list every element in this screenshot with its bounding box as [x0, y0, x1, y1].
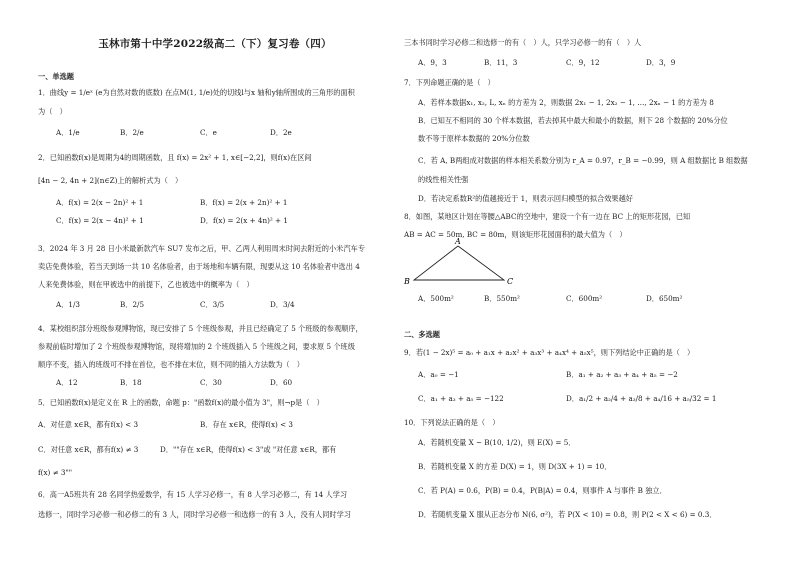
q7-option-b-cont: 数不等于原样本数据的 20%分位数 — [418, 134, 530, 143]
triangle-abc — [414, 246, 504, 280]
page-title: 玉林市第十中学2022级高二（下）复习卷（四） — [98, 38, 332, 50]
vertex-c-label: C — [507, 277, 514, 286]
q6-option-a: A．9，3 — [418, 58, 447, 67]
q1-option-d: D．2e — [270, 128, 292, 137]
q5-option-d: D．""存在 x∈R，使得f(x) < 3"或 "对任意 x∈R，都有 — [160, 445, 337, 454]
q7-option-a: A．若样本数据x₁, x₂, L, xₙ 的方差为 2，则数据 2x₁ − 1, 2x₂ − 1, …, 2xₙ − 1 的方差为 8 — [418, 98, 714, 107]
q7-stem: 7．下列命题正确的是（ ） — [404, 78, 495, 87]
q2-option-c: C．f(x) = 2(x − 4n)² + 1 — [56, 216, 144, 225]
q5-option-b: B．存在 x∈R，使得f(x) < 3 — [200, 420, 293, 429]
q2-stem: 2．已知函数f(x)是周期为4的周期函数，且 f(x) = 2x² + 1, x∈[−2,2]，则f(x)在区间 — [38, 153, 312, 162]
q6-stem: 6．高一A5班共有 28 名同学热爱数学，有 15 人学习必修一，有 8 人学习必修二，有 14 人学习 — [38, 490, 348, 499]
q1-stem-cont: 为（ ） — [38, 107, 67, 116]
q9-option-a: A．a₀ = −1 — [418, 370, 459, 379]
q1-option-b: B．2/e — [120, 128, 144, 137]
q9-option-c: C．a₁ + a₃ + a₅ = −122 — [418, 394, 504, 403]
q5-stem: 5．已知函数f(x)是定义在 R 上的函数，命题 p："函数f(x)的最小值为 3"，则¬p是（ ） — [38, 398, 324, 407]
isosceles-triangle-figure — [400, 236, 520, 288]
q3-option-b: B．2/5 — [120, 300, 145, 309]
q6-option-b: B．11，3 — [484, 58, 518, 67]
q6-option-c: C．9，12 — [566, 58, 600, 67]
q7-option-c: C．若 A, B两组成对数据的样本相关系数分别为 r_A = 0.97，r_B = −0.99，则 A 组数据比 B 组数据 — [418, 156, 748, 165]
q3-stem-cont2: 人来免费体验，则在甲被选中的前提下，乙也被选中的概率为（ ） — [38, 280, 254, 289]
q2-stem-cont: [4n − 2, 4n + 2](n∈Z)上的解析式为（ ） — [38, 176, 183, 185]
q8-option-d: D．650m² — [646, 294, 683, 303]
q10-option-a: A．若随机变量 X ~ B(10, 1/2)，则 E(X) = 5． — [418, 438, 576, 447]
q3-option-d: D．3/4 — [270, 300, 295, 309]
q9-stem: 9．若(1 − 2x)⁵ = a₀ + a₁x + a₂x² + a₃x³ + a₄x⁴ + a₅x⁵，则下列结论中正确的是（ ） — [404, 348, 695, 357]
q2-option-d: D．f(x) = 2(x + 4n)² + 1 — [200, 216, 288, 225]
q2-option-b: B．f(x) = 2(x + 2n)² + 1 — [200, 198, 288, 207]
q4-stem-cont1: 参观前临时增加了 2 个班级参观博物馆，现将增加的 2 个班级插入 5 个班级之间，要求原 5 个班级 — [38, 342, 355, 351]
q1-stem: 1．曲线y = 1/eˣ (e为自然对数的底数) 在点M(1, 1/e)处的切线l与x 轴和y轴所围成的三角形的面积 — [38, 88, 355, 97]
q7-option-c-cont: 的线性相关性强 — [418, 175, 469, 184]
q5-option-a: A．对任意 x∈R，都有f(x) < 3 — [38, 420, 139, 429]
q3-option-c: C．3/5 — [200, 300, 225, 309]
q9-option-b: B．a₁ + a₂ + a₃ + a₄ + a₅ = −2 — [566, 370, 678, 379]
q10-stem: 10．下列说法正确的是（ ） — [404, 418, 500, 427]
q4-option-a: A．12 — [56, 378, 78, 387]
q3-stem: 3．2024 年 3 月 28 日小米最新款汽车 SU7 发布之后，甲、乙两人利用周末时间去附近的小米汽车专 — [38, 244, 365, 253]
q8-stem: 8．如图，某地区计划在等腰△ABC的空地中，建设一个有一边在 BC 上的矩形花园，已知 — [404, 212, 691, 221]
q6-stem-cont1: 选修一，同时学习必修一和必修二的有 3 人，同时学习必修一和选修一的有 3 人，没有人同时学习 — [38, 510, 351, 519]
q8-option-b: B．550m² — [484, 294, 520, 303]
vertex-a-label: A — [455, 237, 461, 246]
q3-option-a: A．1/3 — [56, 300, 80, 309]
q7-option-d: D．若决定系数R²的值越接近于 1，则表示回归模型的拟合效果越好 — [418, 194, 633, 203]
q4-option-d: D．60 — [270, 378, 293, 387]
q10-option-d: D．若随机变量 X 服从正态分布 N(6, σ²)，若 P(X < 10) = 0.8，则 P(2 < X < 6) = 0.3． — [418, 510, 717, 519]
q5-option-d-cont: f(x) ≠ 3"" — [38, 468, 73, 477]
q5-option-c: C．对任意 x∈R，都有f(x) ≠ 3 — [38, 445, 139, 454]
q7-option-b: B．已知互不相同的 30 个样本数据，若去掉其中最大和最小的数据，则下 28 个数据的 20%分位 — [418, 116, 728, 125]
q6-option-d: D．3，9 — [646, 58, 676, 67]
q3-stem-cont1: 卖店免费体验，若当天到场一共 10 名体验者，由于场地和车辆有限，现要从这 10 名体验者中选出 4 — [38, 262, 360, 271]
q6-stem-cont2: 三本书同时学习必修二和选修一的有（ ）人，只学习必修一的有（ ）人 — [404, 38, 642, 47]
vertex-b-label: B — [404, 277, 410, 286]
q8-option-a: A．500m² — [418, 294, 454, 303]
q4-option-b: B．18 — [120, 378, 142, 387]
section-heading-multi-choice: 二、多选题 — [404, 330, 440, 339]
q8-option-c: C．600m² — [566, 294, 603, 303]
q2-option-a: A．f(x) = 2(x − 2n)² + 1 — [56, 198, 144, 207]
q4-option-c: C．30 — [200, 378, 222, 387]
section-heading-single-choice: 一、单选题 — [38, 72, 74, 81]
q10-option-b: B．若随机变量 X 的方差 D(X) = 1，则 D(3X + 1) = 10． — [418, 462, 612, 471]
q4-stem-cont2: 顺序不变，插入的班级可不排在首位，也不排在末位，则不同的插入方法数为（ ） — [38, 360, 304, 369]
q4-stem: 4．某校组织部分班级参观博物馆，现已安排了 5 个班级参观，并且已经确定了 5 个班级的参观顺序， — [38, 324, 363, 333]
q8-stem-cont: AB = AC = 50m, BC = 80m，则该矩形花园面积的最大值为（ ） — [404, 230, 627, 239]
q1-option-a: A．1/e — [56, 128, 80, 137]
q9-option-d: D．a₁/2 + a₂/4 + a₃/8 + a₄/16 + a₅/32 = 1 — [566, 394, 717, 403]
q10-option-c: C．若 P(A) = 0.6，P(B) = 0.4，P(B|A) = 0.4，则事件 A 与事件 B 独立． — [418, 486, 667, 495]
q1-option-c: C．e — [200, 128, 217, 137]
